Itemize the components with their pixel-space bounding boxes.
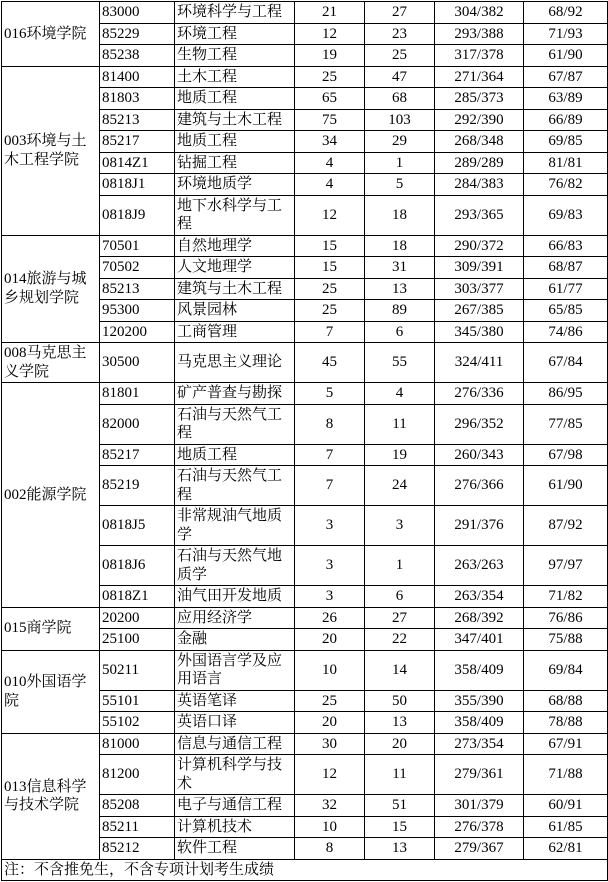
- score-single-cell: 97/97: [524, 546, 608, 586]
- score-single-cell: 68/92: [524, 2, 608, 24]
- count-2-cell: 18: [365, 195, 435, 235]
- college-cell: 015商学院: [2, 607, 100, 650]
- score-single-cell: 69/83: [524, 195, 608, 235]
- count-2-cell: 55: [365, 343, 435, 383]
- count-1-cell: 30: [295, 733, 365, 755]
- college-cell: 010外国语学院: [2, 650, 100, 733]
- count-1-cell: 8: [295, 404, 365, 444]
- count-2-cell: 13: [365, 838, 435, 860]
- score-total-cell: 276/336: [435, 383, 524, 405]
- major-code-cell: 81400: [100, 66, 175, 88]
- major-name-cell: 环境地质学: [175, 174, 295, 196]
- score-single-cell: 71/82: [524, 586, 608, 608]
- score-single-cell: 76/82: [524, 174, 608, 196]
- count-2-cell: 3: [365, 506, 435, 546]
- count-2-cell: 6: [365, 321, 435, 343]
- count-1-cell: 5: [295, 383, 365, 405]
- score-total-cell: 276/378: [435, 816, 524, 838]
- count-2-cell: 1: [365, 546, 435, 586]
- count-2-cell: 24: [365, 466, 435, 506]
- score-single-cell: 87/92: [524, 506, 608, 546]
- major-code-cell: 0814Z1: [100, 152, 175, 174]
- major-name-cell: 矿产普查与勘探: [175, 383, 295, 405]
- count-1-cell: 10: [295, 650, 365, 690]
- score-total-cell: 263/354: [435, 586, 524, 608]
- table-row: [2, 607, 608, 629]
- admissions-table: [1, 1, 608, 881]
- major-code-cell: 0818J9: [100, 195, 175, 235]
- count-2-cell: 31: [365, 257, 435, 279]
- page: [0, 1, 608, 881]
- score-total-cell: 293/388: [435, 23, 524, 45]
- score-total-cell: 260/343: [435, 444, 524, 466]
- major-code-cell: 0818J6: [100, 546, 175, 586]
- major-code-cell: 81200: [100, 755, 175, 795]
- count-1-cell: 15: [295, 257, 365, 279]
- score-total-cell: 271/364: [435, 66, 524, 88]
- score-total-cell: 301/379: [435, 795, 524, 817]
- count-1-cell: 32: [295, 795, 365, 817]
- score-total-cell: 303/377: [435, 278, 524, 300]
- count-1-cell: 19: [295, 45, 365, 67]
- major-name-cell: 油气田开发地质: [175, 586, 295, 608]
- score-single-cell: 76/86: [524, 607, 608, 629]
- count-2-cell: 13: [365, 712, 435, 734]
- major-code-cell: 30500: [100, 343, 175, 383]
- count-2-cell: 1: [365, 152, 435, 174]
- count-1-cell: 20: [295, 629, 365, 651]
- count-2-cell: 89: [365, 300, 435, 322]
- count-1-cell: 15: [295, 235, 365, 257]
- major-name-cell: 应用经济学: [175, 607, 295, 629]
- count-2-cell: 25: [365, 45, 435, 67]
- admissions-table-body: [2, 2, 608, 881]
- score-single-cell: 67/84: [524, 343, 608, 383]
- table-row: [2, 343, 608, 383]
- major-code-cell: 55102: [100, 712, 175, 734]
- major-name-cell: 英语口译: [175, 712, 295, 734]
- major-name-cell: 石油与天然气工程: [175, 404, 295, 444]
- score-single-cell: 67/87: [524, 66, 608, 88]
- major-code-cell: 81803: [100, 88, 175, 110]
- college-cell: 003环境与土木工程学院: [2, 66, 100, 235]
- major-name-cell: 马克思主义理论: [175, 343, 295, 383]
- count-1-cell: 21: [295, 2, 365, 24]
- score-total-cell: 309/391: [435, 257, 524, 279]
- major-code-cell: 25100: [100, 629, 175, 651]
- major-code-cell: 85211: [100, 816, 175, 838]
- college-cell: 014旅游与城乡规划学院: [2, 235, 100, 343]
- table-row: [2, 2, 608, 24]
- major-code-cell: 85217: [100, 131, 175, 153]
- major-code-cell: 70502: [100, 257, 175, 279]
- score-total-cell: 268/392: [435, 607, 524, 629]
- score-single-cell: 68/88: [524, 690, 608, 712]
- count-1-cell: 8: [295, 838, 365, 860]
- count-1-cell: 4: [295, 174, 365, 196]
- score-total-cell: 304/382: [435, 2, 524, 24]
- major-name-cell: 非常规油气地质学: [175, 506, 295, 546]
- score-single-cell: 61/77: [524, 278, 608, 300]
- major-code-cell: 50211: [100, 650, 175, 690]
- score-total-cell: 279/361: [435, 755, 524, 795]
- count-2-cell: 68: [365, 88, 435, 110]
- major-name-cell: 计算机技术: [175, 816, 295, 838]
- count-2-cell: 27: [365, 607, 435, 629]
- score-single-cell: 77/85: [524, 404, 608, 444]
- count-1-cell: 12: [295, 23, 365, 45]
- score-total-cell: 276/366: [435, 466, 524, 506]
- major-code-cell: 85213: [100, 109, 175, 131]
- major-code-cell: 0818Z1: [100, 586, 175, 608]
- major-name-cell: 信息与通信工程: [175, 733, 295, 755]
- college-cell: 002能源学院: [2, 383, 100, 608]
- major-name-cell: 生物工程: [175, 45, 295, 67]
- major-name-cell: 风景园林: [175, 300, 295, 322]
- note-text: 注：不含推免生，不含专项计划考生成绩: [2, 859, 608, 881]
- score-total-cell: 292/390: [435, 109, 524, 131]
- count-2-cell: 6: [365, 586, 435, 608]
- major-name-cell: 计算机科学与技术: [175, 755, 295, 795]
- score-total-cell: 267/385: [435, 300, 524, 322]
- major-code-cell: 0818J5: [100, 506, 175, 546]
- major-code-cell: 85208: [100, 795, 175, 817]
- score-total-cell: 293/365: [435, 195, 524, 235]
- major-name-cell: 石油与天然气地质学: [175, 546, 295, 586]
- table-row: [2, 66, 608, 88]
- count-1-cell: 10: [295, 816, 365, 838]
- major-name-cell: 外国语言学及应用语言: [175, 650, 295, 690]
- major-name-cell: 地质工程: [175, 131, 295, 153]
- major-name-cell: 石油与天然气工程: [175, 466, 295, 506]
- note-row: [2, 859, 608, 881]
- count-1-cell: 20: [295, 712, 365, 734]
- score-single-cell: 69/84: [524, 650, 608, 690]
- count-1-cell: 34: [295, 131, 365, 153]
- score-total-cell: 347/401: [435, 629, 524, 651]
- score-single-cell: 68/87: [524, 257, 608, 279]
- major-name-cell: 地下水科学与工程: [175, 195, 295, 235]
- count-1-cell: 75: [295, 109, 365, 131]
- major-code-cell: 0818J1: [100, 174, 175, 196]
- count-1-cell: 7: [295, 444, 365, 466]
- count-2-cell: 19: [365, 444, 435, 466]
- count-2-cell: 22: [365, 629, 435, 651]
- score-single-cell: 63/89: [524, 88, 608, 110]
- score-single-cell: 61/90: [524, 466, 608, 506]
- score-total-cell: 285/373: [435, 88, 524, 110]
- score-total-cell: 290/372: [435, 235, 524, 257]
- score-total-cell: 324/411: [435, 343, 524, 383]
- score-total-cell: 268/348: [435, 131, 524, 153]
- count-2-cell: 14: [365, 650, 435, 690]
- score-total-cell: 358/409: [435, 650, 524, 690]
- major-name-cell: 电子与通信工程: [175, 795, 295, 817]
- score-single-cell: 67/98: [524, 444, 608, 466]
- score-single-cell: 86/95: [524, 383, 608, 405]
- count-2-cell: 11: [365, 755, 435, 795]
- count-2-cell: 4: [365, 383, 435, 405]
- count-1-cell: 4: [295, 152, 365, 174]
- major-code-cell: 20200: [100, 607, 175, 629]
- count-1-cell: 65: [295, 88, 365, 110]
- major-code-cell: 55101: [100, 690, 175, 712]
- major-code-cell: 82000: [100, 404, 175, 444]
- table-row: [2, 733, 608, 755]
- major-code-cell: 85229: [100, 23, 175, 45]
- major-code-cell: 120200: [100, 321, 175, 343]
- score-single-cell: 61/85: [524, 816, 608, 838]
- major-name-cell: 土木工程: [175, 66, 295, 88]
- count-2-cell: 13: [365, 278, 435, 300]
- major-name-cell: 金融: [175, 629, 295, 651]
- score-single-cell: 81/81: [524, 152, 608, 174]
- count-1-cell: 3: [295, 546, 365, 586]
- table-row: [2, 650, 608, 690]
- major-name-cell: 建筑与土木工程: [175, 278, 295, 300]
- major-name-cell: 钻掘工程: [175, 152, 295, 174]
- score-total-cell: 355/390: [435, 690, 524, 712]
- count-1-cell: 25: [295, 278, 365, 300]
- count-1-cell: 26: [295, 607, 365, 629]
- score-single-cell: 78/88: [524, 712, 608, 734]
- score-total-cell: 358/409: [435, 712, 524, 734]
- score-single-cell: 62/81: [524, 838, 608, 860]
- count-2-cell: 51: [365, 795, 435, 817]
- major-code-cell: 70501: [100, 235, 175, 257]
- count-2-cell: 15: [365, 816, 435, 838]
- count-1-cell: 25: [295, 66, 365, 88]
- count-2-cell: 20: [365, 733, 435, 755]
- count-2-cell: 103: [365, 109, 435, 131]
- count-2-cell: 18: [365, 235, 435, 257]
- count-1-cell: 7: [295, 321, 365, 343]
- count-2-cell: 23: [365, 23, 435, 45]
- count-2-cell: 11: [365, 404, 435, 444]
- major-name-cell: 人文地理学: [175, 257, 295, 279]
- major-name-cell: 环境科学与工程: [175, 2, 295, 24]
- major-code-cell: 81801: [100, 383, 175, 405]
- table-row: [2, 383, 608, 405]
- college-cell: 008马克思主义学院: [2, 343, 100, 383]
- count-1-cell: 3: [295, 506, 365, 546]
- count-2-cell: 50: [365, 690, 435, 712]
- major-code-cell: 85238: [100, 45, 175, 67]
- score-single-cell: 66/83: [524, 235, 608, 257]
- major-name-cell: 工商管理: [175, 321, 295, 343]
- score-single-cell: 71/93: [524, 23, 608, 45]
- major-code-cell: 83000: [100, 2, 175, 24]
- score-single-cell: 75/88: [524, 629, 608, 651]
- table-row: [2, 235, 608, 257]
- count-2-cell: 5: [365, 174, 435, 196]
- score-total-cell: 345/380: [435, 321, 524, 343]
- score-single-cell: 61/90: [524, 45, 608, 67]
- major-code-cell: 85212: [100, 838, 175, 860]
- score-total-cell: 296/352: [435, 404, 524, 444]
- score-single-cell: 74/86: [524, 321, 608, 343]
- score-total-cell: 284/383: [435, 174, 524, 196]
- major-name-cell: 地质工程: [175, 88, 295, 110]
- major-code-cell: 85217: [100, 444, 175, 466]
- major-name-cell: 软件工程: [175, 838, 295, 860]
- score-total-cell: 273/354: [435, 733, 524, 755]
- major-code-cell: 85219: [100, 466, 175, 506]
- count-1-cell: 3: [295, 586, 365, 608]
- count-1-cell: 12: [295, 195, 365, 235]
- major-name-cell: 建筑与土木工程: [175, 109, 295, 131]
- score-total-cell: 289/289: [435, 152, 524, 174]
- count-1-cell: 7: [295, 466, 365, 506]
- count-2-cell: 47: [365, 66, 435, 88]
- count-1-cell: 12: [295, 755, 365, 795]
- count-1-cell: 25: [295, 690, 365, 712]
- score-total-cell: 263/263: [435, 546, 524, 586]
- count-1-cell: 45: [295, 343, 365, 383]
- score-single-cell: 67/91: [524, 733, 608, 755]
- college-cell: 013信息科学与技术学院: [2, 733, 100, 859]
- major-name-cell: 环境工程: [175, 23, 295, 45]
- score-total-cell: 279/367: [435, 838, 524, 860]
- college-cell: 016环境学院: [2, 2, 100, 67]
- major-code-cell: 95300: [100, 300, 175, 322]
- major-name-cell: 英语笔译: [175, 690, 295, 712]
- count-2-cell: 27: [365, 2, 435, 24]
- score-total-cell: 317/378: [435, 45, 524, 67]
- count-1-cell: 25: [295, 300, 365, 322]
- count-2-cell: 29: [365, 131, 435, 153]
- score-single-cell: 60/91: [524, 795, 608, 817]
- major-code-cell: 81000: [100, 733, 175, 755]
- score-single-cell: 71/88: [524, 755, 608, 795]
- score-single-cell: 65/85: [524, 300, 608, 322]
- score-single-cell: 66/89: [524, 109, 608, 131]
- major-name-cell: 自然地理学: [175, 235, 295, 257]
- major-name-cell: 地质工程: [175, 444, 295, 466]
- score-single-cell: 69/85: [524, 131, 608, 153]
- score-total-cell: 291/376: [435, 506, 524, 546]
- major-code-cell: 85213: [100, 278, 175, 300]
